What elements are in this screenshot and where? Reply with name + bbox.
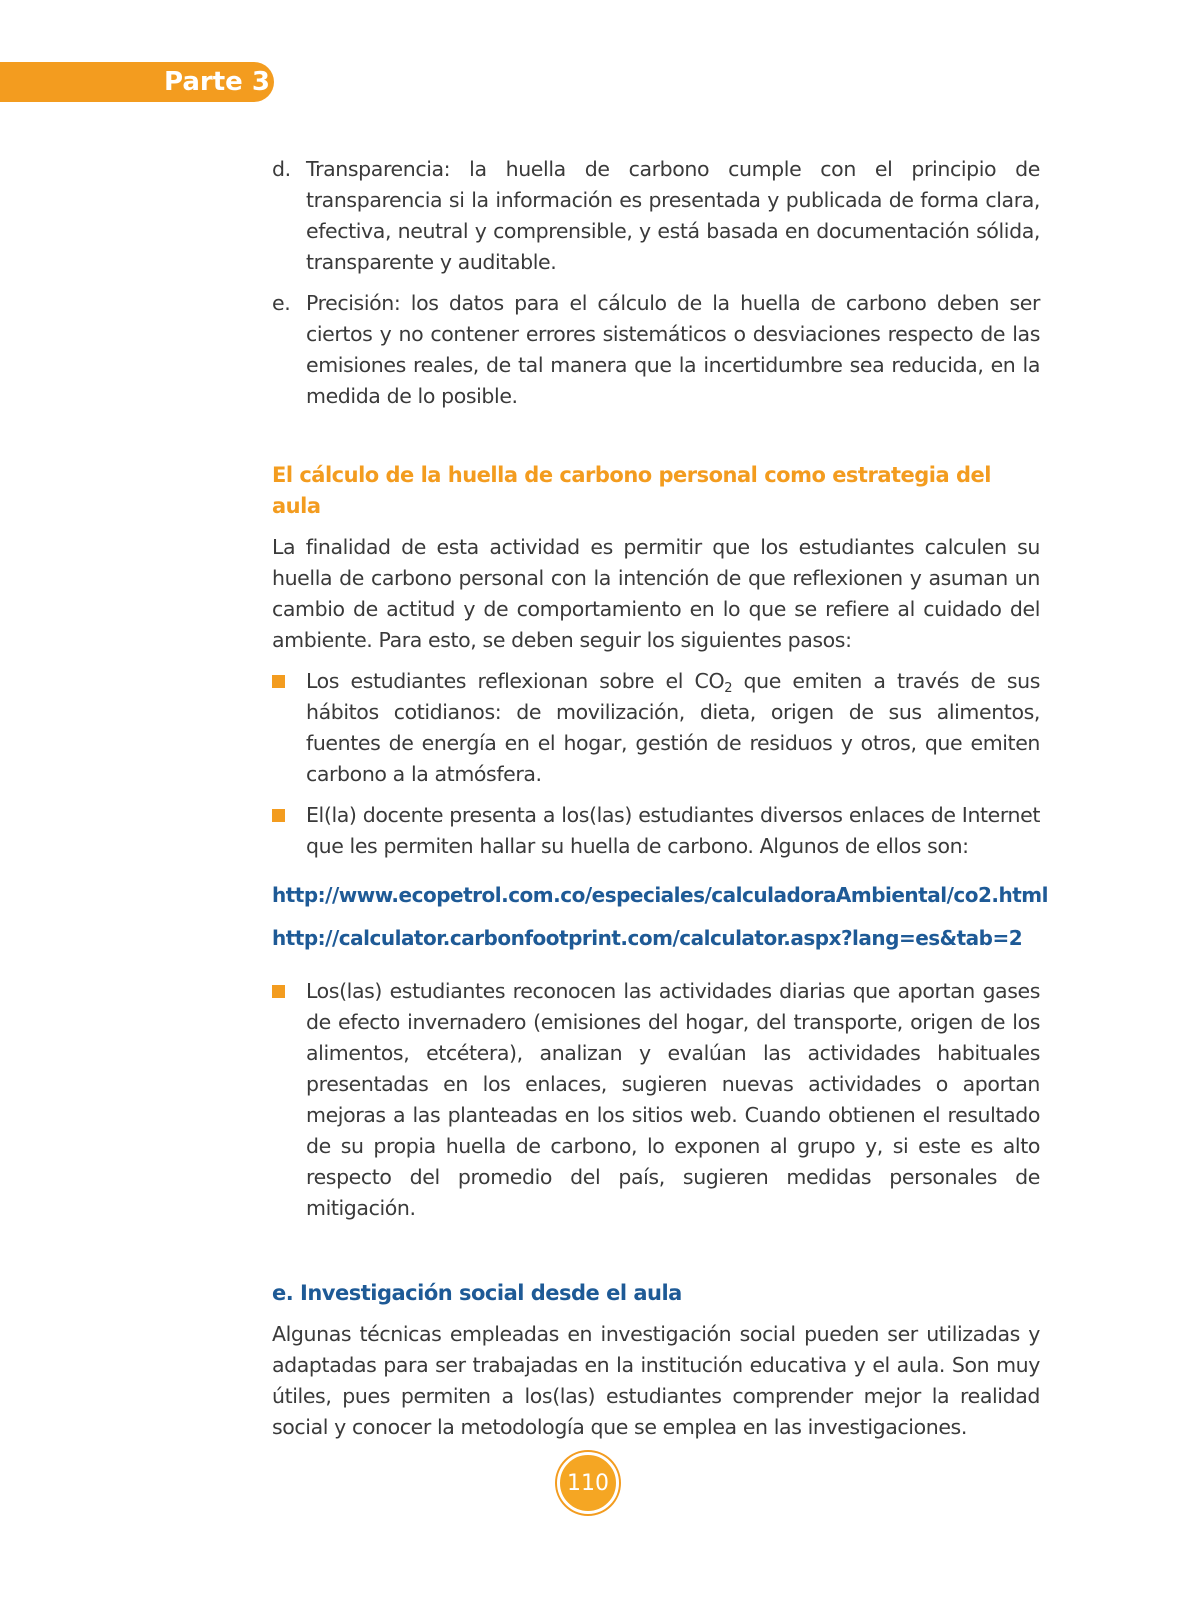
bullet-item [272,976,1040,1224]
bullet-text: Los(las) estudiantes reconocen las actividades diarias que aportan gases de efecto invernadero (emisiones del hogar, del transporte, origen de los alimentos, etcétera), analizan y evalúan las actividades habituales presentadas en los enlaces, sugieren nuevas actividades o aportan mejoras a las planteadas en los sitios web. Cuando obtienen el resultado de su propia huella de carbono, lo exponen al grupo y, si este es alto respecto del promedio del país, sugieren medidas personales de mitigación. [306,979,1040,1220]
link-ecopetrol[interactable]: http://www.ecopetrol.com.co/especiales/calculadoraAmbiental/co2.html [272,883,1048,907]
list-item-text: Precisión: los datos para el cálculo de la huella de carbono deben ser ciertos y no contener errores sistemáticos o desviaciones respecto de las emisiones reales, de tal manera que la incertidumbre sea reducida, en la medida de lo posible. [306,291,1040,408]
list-item-d [272,154,1040,278]
section-paragraph: La finalidad de esta actividad es permitir que los estudiantes calculen su huella de carbono personal con la intención de que reflexionen y asuman un cambio de actitud y de comportamiento en lo que se refiere al cuidado del ambiente. Para esto, se deben seguir los siguientes pasos: [272,535,1040,652]
part-tab [0,62,274,102]
section-paragraph: Algunas técnicas empleadas en investigación social pueden ser utilizadas y adaptadas para ser trabajadas en la institución educativa y el aula. Son muy útiles, pues permiten a los(las) estudiantes comprender mejor la realidad social y conocer la metodología que se emplea en las investigaciones. [272,1322,1040,1439]
link-carbonfootprint[interactable]: http://calculator.carbonfootprint.com/calculator.aspx?lang=es&tab=2 [272,926,1023,950]
subscript: 2 [724,681,733,696]
links-list [272,880,1048,954]
page-number: 110 [567,1470,609,1496]
bullet-text: Los estudiantes reflexionan sobre el $CO_2$ que emiten a través de sus hábitos cotidianos: de movilización, dieta, origen de sus alimentos, fuentes de energía en el hogar, gestión de residuos y otros, que emiten carbono a la atmósfera. [306,669,1040,786]
bullet-square-icon [272,800,306,862]
bullet-square-icon [272,976,306,1224]
bullet-item [272,800,1040,862]
bullet-text: El(la) docente presenta a los(las) estudiantes diversos enlaces de Internet que les permiten hallar su huella de carbono. Algunos de ellos son: [306,803,1040,858]
list-item-e [272,288,1040,412]
part-label: Parte 3 [164,67,270,97]
page-content [272,154,1048,1453]
page-number-badge [557,1452,619,1514]
list-marker: d. [272,157,291,181]
section-heading-social-research: e. Investigación social desde el aula [272,1281,682,1305]
bullet-item [272,666,1040,790]
bullet-square-icon [272,666,306,790]
list-marker: e. [272,291,291,315]
section-heading-carbon-footprint: El cálculo de la huella de carbono personal como estrategia del aula [272,463,991,518]
list-item-text: Transparencia: la huella de carbono cumple con el principio de transparencia si la información es presentada y publicada de forma clara, efectiva, neutral y comprensible, y está basada en documentación sólida, transparente y auditable. [306,157,1040,274]
